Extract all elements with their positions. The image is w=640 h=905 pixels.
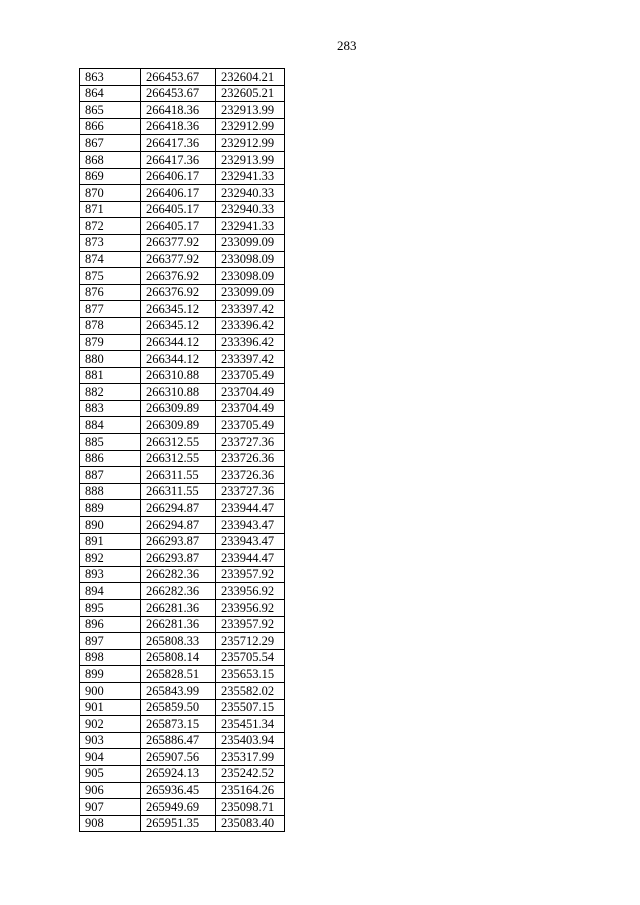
table-row xyxy=(80,517,285,534)
point-number-cell: 895 xyxy=(80,600,141,617)
x-coordinate-cell: 266294.87 xyxy=(141,500,216,517)
point-number-cell: 896 xyxy=(80,616,141,633)
x-coordinate-cell: 266294.87 xyxy=(141,517,216,534)
point-number-cell: 872 xyxy=(80,218,141,235)
table-row xyxy=(80,649,285,666)
table-row xyxy=(80,550,285,567)
table-row xyxy=(80,600,285,617)
x-coordinate-cell: 266406.17 xyxy=(141,185,216,202)
y-coordinate-cell: 235582.02 xyxy=(216,682,285,699)
coordinates-table xyxy=(79,68,285,832)
table-row xyxy=(80,185,285,202)
x-coordinate-cell: 266281.36 xyxy=(141,600,216,617)
y-coordinate-cell: 233397.42 xyxy=(216,301,285,318)
x-coordinate-cell: 265936.45 xyxy=(141,782,216,799)
x-coordinate-cell: 265924.13 xyxy=(141,765,216,782)
table-row xyxy=(80,500,285,517)
table-row xyxy=(80,716,285,733)
x-coordinate-cell: 266310.88 xyxy=(141,367,216,384)
y-coordinate-cell: 232940.33 xyxy=(216,201,285,218)
point-number-cell: 907 xyxy=(80,799,141,816)
x-coordinate-cell: 265949.69 xyxy=(141,799,216,816)
y-coordinate-cell: 233956.92 xyxy=(216,583,285,600)
point-number-cell: 892 xyxy=(80,550,141,567)
x-coordinate-cell: 266293.87 xyxy=(141,550,216,567)
x-coordinate-cell: 266418.36 xyxy=(141,118,216,135)
point-number-cell: 893 xyxy=(80,566,141,583)
y-coordinate-cell: 235451.34 xyxy=(216,716,285,733)
x-coordinate-cell: 265843.99 xyxy=(141,682,216,699)
y-coordinate-cell: 233726.36 xyxy=(216,467,285,484)
table-row xyxy=(80,351,285,368)
y-coordinate-cell: 232912.99 xyxy=(216,135,285,152)
x-coordinate-cell: 265873.15 xyxy=(141,716,216,733)
y-coordinate-cell: 233704.49 xyxy=(216,400,285,417)
point-number-cell: 874 xyxy=(80,251,141,268)
table-row xyxy=(80,317,285,334)
y-coordinate-cell: 235317.99 xyxy=(216,749,285,766)
point-number-cell: 905 xyxy=(80,765,141,782)
y-coordinate-cell: 232912.99 xyxy=(216,118,285,135)
y-coordinate-cell: 233957.92 xyxy=(216,566,285,583)
y-coordinate-cell: 235705.54 xyxy=(216,649,285,666)
point-number-cell: 889 xyxy=(80,500,141,517)
x-coordinate-cell: 266311.55 xyxy=(141,467,216,484)
point-number-cell: 882 xyxy=(80,384,141,401)
x-coordinate-cell: 266282.36 xyxy=(141,566,216,583)
point-number-cell: 867 xyxy=(80,135,141,152)
table-row xyxy=(80,218,285,235)
x-coordinate-cell: 265859.50 xyxy=(141,699,216,716)
table-row xyxy=(80,102,285,119)
table-row xyxy=(80,616,285,633)
x-coordinate-cell: 266312.55 xyxy=(141,434,216,451)
point-number-cell: 873 xyxy=(80,234,141,251)
point-number-cell: 869 xyxy=(80,168,141,185)
table-row xyxy=(80,85,285,102)
table-row xyxy=(80,483,285,500)
table-row xyxy=(80,201,285,218)
point-number-cell: 868 xyxy=(80,151,141,168)
x-coordinate-cell: 266453.67 xyxy=(141,69,216,86)
table-row xyxy=(80,633,285,650)
table-row xyxy=(80,400,285,417)
table-row xyxy=(80,450,285,467)
x-coordinate-cell: 266309.89 xyxy=(141,400,216,417)
point-number-cell: 891 xyxy=(80,533,141,550)
table-row xyxy=(80,732,285,749)
x-coordinate-cell: 266309.89 xyxy=(141,417,216,434)
point-number-cell: 901 xyxy=(80,699,141,716)
y-coordinate-cell: 235653.15 xyxy=(216,666,285,683)
y-coordinate-cell: 232940.33 xyxy=(216,185,285,202)
point-number-cell: 884 xyxy=(80,417,141,434)
x-coordinate-cell: 265907.56 xyxy=(141,749,216,766)
table-row xyxy=(80,234,285,251)
y-coordinate-cell: 233957.92 xyxy=(216,616,285,633)
point-number-cell: 865 xyxy=(80,102,141,119)
y-coordinate-cell: 235242.52 xyxy=(216,765,285,782)
table-row xyxy=(80,765,285,782)
x-coordinate-cell: 266344.12 xyxy=(141,351,216,368)
point-number-cell: 885 xyxy=(80,434,141,451)
x-coordinate-cell: 265951.35 xyxy=(141,815,216,832)
x-coordinate-cell: 266311.55 xyxy=(141,483,216,500)
y-coordinate-cell: 235507.15 xyxy=(216,699,285,716)
y-coordinate-cell: 233099.09 xyxy=(216,234,285,251)
x-coordinate-cell: 266405.17 xyxy=(141,201,216,218)
x-coordinate-cell: 266406.17 xyxy=(141,168,216,185)
point-number-cell: 904 xyxy=(80,749,141,766)
table-row xyxy=(80,533,285,550)
point-number-cell: 881 xyxy=(80,367,141,384)
y-coordinate-cell: 232941.33 xyxy=(216,218,285,235)
x-coordinate-cell: 265828.51 xyxy=(141,666,216,683)
point-number-cell: 879 xyxy=(80,334,141,351)
y-coordinate-cell: 233943.47 xyxy=(216,517,285,534)
coordinates-table-body xyxy=(80,69,285,832)
y-coordinate-cell: 233944.47 xyxy=(216,550,285,567)
y-coordinate-cell: 232941.33 xyxy=(216,168,285,185)
y-coordinate-cell: 232605.21 xyxy=(216,85,285,102)
table-row xyxy=(80,284,285,301)
y-coordinate-cell: 235083.40 xyxy=(216,815,285,832)
point-number-cell: 866 xyxy=(80,118,141,135)
point-number-cell: 875 xyxy=(80,268,141,285)
x-coordinate-cell: 266417.36 xyxy=(141,135,216,152)
point-number-cell: 876 xyxy=(80,284,141,301)
point-number-cell: 908 xyxy=(80,815,141,832)
y-coordinate-cell: 233704.49 xyxy=(216,384,285,401)
x-coordinate-cell: 266405.17 xyxy=(141,218,216,235)
table-row xyxy=(80,69,285,86)
x-coordinate-cell: 266344.12 xyxy=(141,334,216,351)
point-number-cell: 886 xyxy=(80,450,141,467)
table-row xyxy=(80,118,285,135)
y-coordinate-cell: 233396.42 xyxy=(216,317,285,334)
x-coordinate-cell: 266312.55 xyxy=(141,450,216,467)
point-number-cell: 899 xyxy=(80,666,141,683)
table-row xyxy=(80,384,285,401)
point-number-cell: 864 xyxy=(80,85,141,102)
y-coordinate-cell: 233099.09 xyxy=(216,284,285,301)
x-coordinate-cell: 266377.92 xyxy=(141,251,216,268)
x-coordinate-cell: 266345.12 xyxy=(141,301,216,318)
x-coordinate-cell: 266417.36 xyxy=(141,151,216,168)
table-row xyxy=(80,699,285,716)
table-row xyxy=(80,135,285,152)
table-row xyxy=(80,168,285,185)
table-row xyxy=(80,583,285,600)
y-coordinate-cell: 233726.36 xyxy=(216,450,285,467)
point-number-cell: 902 xyxy=(80,716,141,733)
x-coordinate-cell: 266310.88 xyxy=(141,384,216,401)
y-coordinate-cell: 232604.21 xyxy=(216,69,285,86)
y-coordinate-cell: 233705.49 xyxy=(216,417,285,434)
page-number: 283 xyxy=(337,38,357,53)
x-coordinate-cell: 266376.92 xyxy=(141,268,216,285)
point-number-cell: 870 xyxy=(80,185,141,202)
y-coordinate-cell: 233098.09 xyxy=(216,251,285,268)
y-coordinate-cell: 232913.99 xyxy=(216,102,285,119)
x-coordinate-cell: 265808.14 xyxy=(141,649,216,666)
table-row xyxy=(80,334,285,351)
table-row xyxy=(80,666,285,683)
x-coordinate-cell: 266345.12 xyxy=(141,317,216,334)
y-coordinate-cell: 233956.92 xyxy=(216,600,285,617)
y-coordinate-cell: 233727.36 xyxy=(216,483,285,500)
y-coordinate-cell: 235712.29 xyxy=(216,633,285,650)
point-number-cell: 900 xyxy=(80,682,141,699)
y-coordinate-cell: 233705.49 xyxy=(216,367,285,384)
x-coordinate-cell: 266453.67 xyxy=(141,85,216,102)
point-number-cell: 877 xyxy=(80,301,141,318)
table-row xyxy=(80,151,285,168)
table-row xyxy=(80,367,285,384)
x-coordinate-cell: 265886.47 xyxy=(141,732,216,749)
point-number-cell: 878 xyxy=(80,317,141,334)
y-coordinate-cell: 233943.47 xyxy=(216,533,285,550)
point-number-cell: 863 xyxy=(80,69,141,86)
table-row xyxy=(80,749,285,766)
table-row xyxy=(80,268,285,285)
table-row xyxy=(80,417,285,434)
point-number-cell: 906 xyxy=(80,782,141,799)
x-coordinate-cell: 266418.36 xyxy=(141,102,216,119)
point-number-cell: 890 xyxy=(80,517,141,534)
table-row xyxy=(80,815,285,832)
y-coordinate-cell: 233944.47 xyxy=(216,500,285,517)
y-coordinate-cell: 233098.09 xyxy=(216,268,285,285)
y-coordinate-cell: 235164.26 xyxy=(216,782,285,799)
y-coordinate-cell: 235098.71 xyxy=(216,799,285,816)
y-coordinate-cell: 233727.36 xyxy=(216,434,285,451)
point-number-cell: 894 xyxy=(80,583,141,600)
table-row xyxy=(80,301,285,318)
point-number-cell: 888 xyxy=(80,483,141,500)
table-row xyxy=(80,782,285,799)
x-coordinate-cell: 266281.36 xyxy=(141,616,216,633)
point-number-cell: 887 xyxy=(80,467,141,484)
table-row xyxy=(80,682,285,699)
table-row xyxy=(80,467,285,484)
point-number-cell: 883 xyxy=(80,400,141,417)
x-coordinate-cell: 265808.33 xyxy=(141,633,216,650)
point-number-cell: 871 xyxy=(80,201,141,218)
y-coordinate-cell: 233396.42 xyxy=(216,334,285,351)
x-coordinate-cell: 266293.87 xyxy=(141,533,216,550)
point-number-cell: 897 xyxy=(80,633,141,650)
point-number-cell: 898 xyxy=(80,649,141,666)
point-number-cell: 903 xyxy=(80,732,141,749)
y-coordinate-cell: 232913.99 xyxy=(216,151,285,168)
x-coordinate-cell: 266282.36 xyxy=(141,583,216,600)
x-coordinate-cell: 266377.92 xyxy=(141,234,216,251)
table-row xyxy=(80,434,285,451)
table-row xyxy=(80,251,285,268)
y-coordinate-cell: 233397.42 xyxy=(216,351,285,368)
table-row xyxy=(80,799,285,816)
table-row xyxy=(80,566,285,583)
x-coordinate-cell: 266376.92 xyxy=(141,284,216,301)
y-coordinate-cell: 235403.94 xyxy=(216,732,285,749)
point-number-cell: 880 xyxy=(80,351,141,368)
